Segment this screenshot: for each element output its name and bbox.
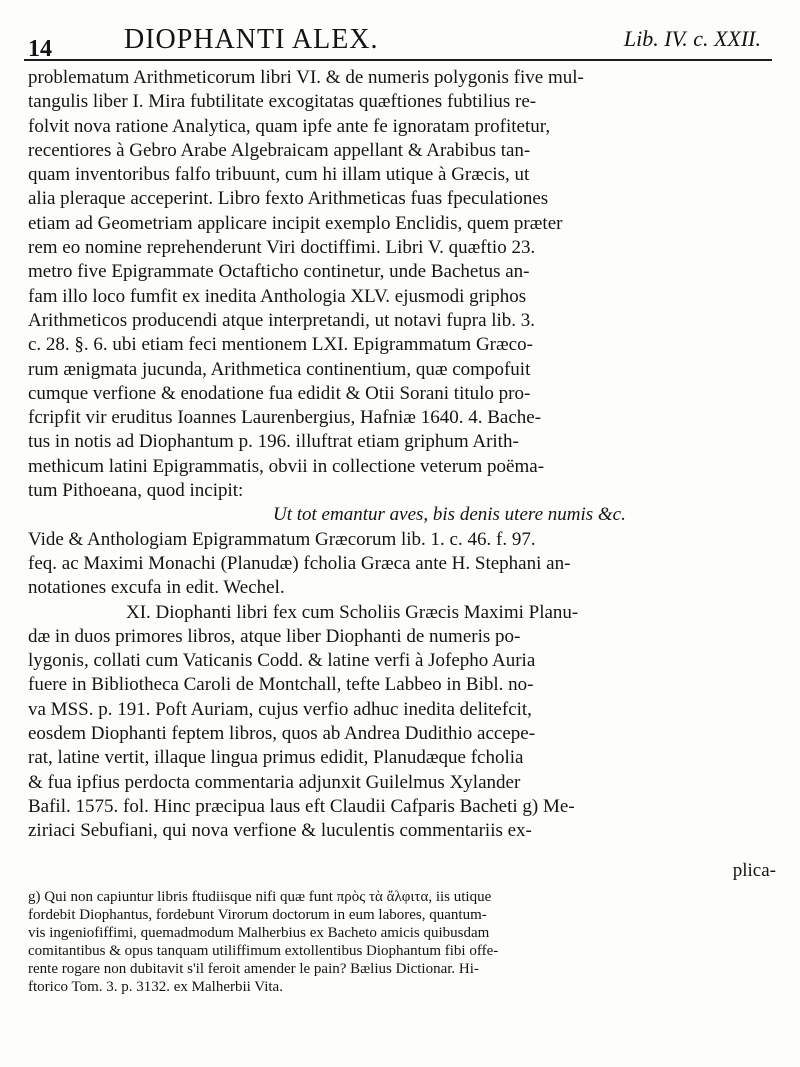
body-line: cumque verfione & enodatione fua edidit & Otii Sorani titulo pro-: [28, 382, 531, 404]
footnote-line: vis ingeniofiffimi, quemadmodum Malherbius ex Bacheto amicis quibusdam: [28, 925, 490, 941]
section-reference: Lib. IV. c. XXII.: [623, 26, 761, 51]
body-line: Vide & Anthologiam Epigrammatum Græcorum lib. 1. c. 46. f. 97.: [28, 528, 536, 550]
body-line: problematum Arithmeticorum libri VI. & de numeris polygonis five mul-: [28, 67, 584, 88]
body-line: methicum latini Epigrammatis, obvii in collectione veterum poëma-: [28, 455, 545, 477]
footnote: [28, 888, 776, 996]
page-number: 14: [28, 36, 52, 62]
body-line: feq. ac Maximi Monachi (Planudæ) fcholia Græca ante H. Stephani an-: [28, 552, 571, 574]
body-line: notationes excufa in edit. Wechel.: [28, 577, 285, 599]
body-line: fuere in Bibliotheca Caroli de Montchall, tefte Labbeo in Bibl. no-: [28, 674, 534, 696]
body-line: rem eo nomine reprehenderunt Viri doctiffimi. Libri V. quæftio 23.: [28, 237, 536, 259]
body-line: rat, latine vertit, illaque lingua primus edidit, Planudæque fcholia: [28, 747, 524, 769]
body-line: alia pleraque acceperint. Libro fexto Arithmeticas fuas fpeculationes: [28, 188, 549, 210]
verse-quotation: Ut tot emantur aves, bis denis utere numis &c.: [273, 504, 626, 526]
running-title: DIOPHANTI ALEX.: [124, 24, 379, 55]
body-line: Arithmeticos producendi atque interpretandi, ut notavi fupra lib. 3.: [28, 309, 536, 331]
body-line: Bafil. 1575. fol. Hinc præcipua laus eft Claudii Cafparis Bacheti g) Me-: [28, 795, 575, 817]
body-line: fam illo loco fumfit ex inedita Anthologia XLV. ejusmodi griphos: [28, 285, 527, 307]
body-line: rum ænigmata jucunda, Arithmetica continentium, quæ compofuit: [28, 358, 531, 380]
body-line: va MSS. p. 191. Poft Auriam, cujus verfio adhuc inedita delitefcit,: [28, 698, 532, 720]
body-line: tangulis liber I. Mira fubtilitate excogitatas quæftiones fubtilius re-: [28, 91, 537, 113]
body-line: fcripfit vir eruditus Ioannes Laurenbergius, Hafniæ 1640. 4. Bache-: [28, 407, 542, 429]
body-line: dæ in duos primores libros, atque liber Diophanti de numeris po-: [28, 625, 521, 647]
footnote-line: ftorico Tom. 3. p. 3132. ex Malherbii Vita.: [28, 979, 283, 995]
footnote-line: fordebit Diophantus, fordebunt Virorum doctorum in eum labores, quantum-: [28, 907, 487, 923]
catchword: plica-: [732, 860, 776, 881]
body-line: tum Pithoeana, quod incipit:: [28, 480, 244, 502]
header-rule: [24, 59, 772, 61]
body-line: eosdem Diophanti feptem libros, quos ab Andrea Dudithio accepe-: [28, 723, 536, 745]
footnote-line: g) Qui non capiuntur libris ftudiisque nifi quæ funt πρὸς τὰ ἄλφιτα, iis utique: [28, 889, 492, 905]
footnote-line: rente rogare non dubitavit s'il feroit amender le pain? Bælius Dictionar. Hi-: [28, 961, 479, 977]
body-line: etiam ad Geometriam applicare incipit exemplo Enclidis, quem præter: [28, 212, 563, 234]
body-line: recentiores à Gebro Arabe Algebraicam appellant & Arabibus tan-: [28, 139, 531, 161]
section-xi-start: XI. Diophanti libri fex cum Scholiis Græcis Maximi Planu-: [126, 601, 579, 623]
body-text: [28, 66, 778, 844]
body-line: lygonis, collati cum Vaticanis Codd. & latine verfi à Jofepho Auria: [28, 650, 536, 672]
body-line: & fua ipfius perdocta commentaria adjunxit Guilelmus Xylander: [28, 771, 521, 793]
body-line: c. 28. §. 6. ubi etiam feci mentionem LXI. Epigrammatum Græco-: [28, 334, 533, 356]
body-line: tus in notis ad Diophantum p. 196. illuftrat etiam griphum Arith-: [28, 431, 519, 453]
footnote-line: comitantibus & opus tanquam utiliffimum extollentibus Diophantum fibi offe-: [28, 943, 499, 959]
page-header: [28, 14, 773, 62]
body-line: folvit nova ratione Analytica, quam ipfe ante fe ignoratam profitetur,: [28, 115, 551, 137]
body-line: quam inventoribus falfo tribuunt, cum hi illam utique à Græcis, ut: [28, 164, 530, 186]
body-line: metro five Epigrammate Octafticho continetur, unde Bachetus an-: [28, 261, 530, 283]
body-line: ziriaci Sebufiani, qui nova verfione & luculentis commentariis ex-: [28, 820, 532, 842]
